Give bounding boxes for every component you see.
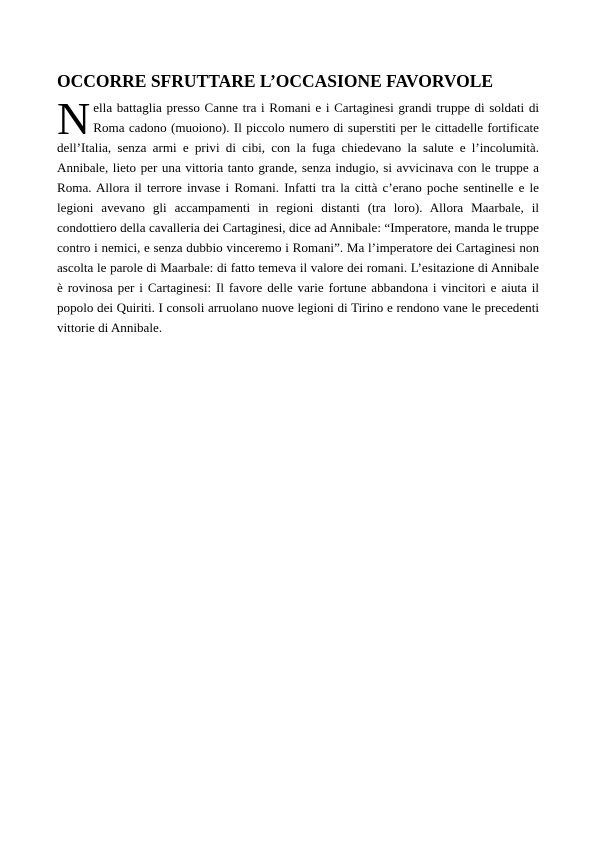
body-paragraph xyxy=(57,93,539,338)
paragraph-text: ella battaglia presso Canne tra i Romani e i Cartaginesi grandi truppe di soldati di Roma cadono (muoiono). Il piccolo numero di superstiti per le cittadelle fortificate dell’Italia, senza armi e privi di cibi, con la fuga chiedevano la salute e l’incolumità. Annibale, lieto per una vittoria tanto grande, senza indugio, si avvicinava con le truppe a Roma. Allora il terrore invase i Romani. Infatti tra la città c’erano poche sentinelle e le legioni avevano gli accampamenti in regioni distanti (tra loro). Allora Maarbale, il condottiero della cavalleria dei Cartaginesi, dice ad Annibale: “Imperatore, manda le truppe contro i nemici, e senza dubbio vinceremo i Romani”. Ma l’imperatore dei Cartaginesi non ascolta le parole di Maarbale: di fatto temeva il valore dei romani. L’esitazione di Annibale è rovinosa per i Cartaginesi: Il favore delle varie fortune abbandona i vincitori e aiuta il popolo dei Quiriti. I consoli arruolano nuove legioni di Tirino e rendono vane le precedenti vittorie di Annibale. xyxy=(57,100,539,335)
document-page xyxy=(57,70,539,338)
document-title: OCCORRE SFRUTTARE L’OCCASIONE FAVORVOLE xyxy=(57,71,494,91)
drop-cap-letter: N xyxy=(57,93,91,144)
